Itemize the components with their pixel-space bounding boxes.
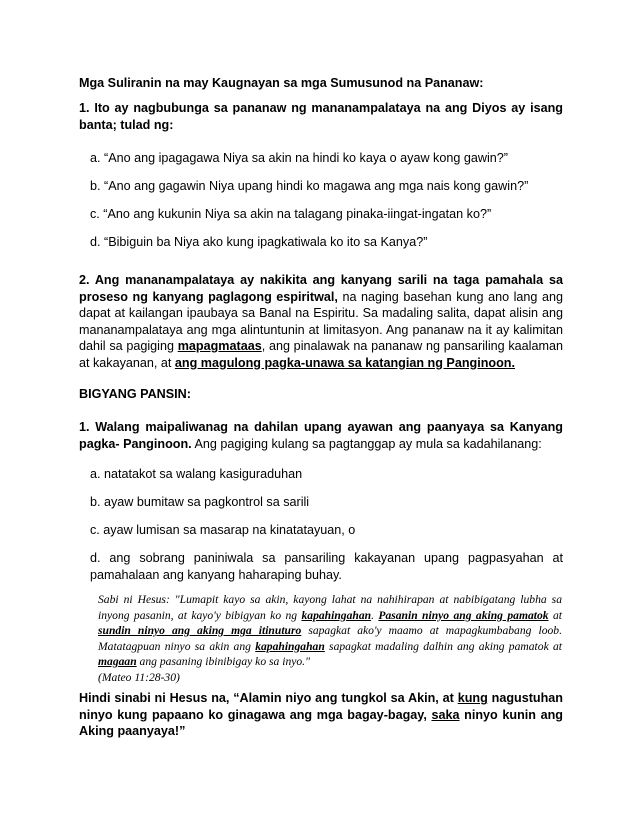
quote-text-1: Sabi ni Hesus: "Lumapit kayo sa akin, kayong lahat na nahihirapan at nabibigatang lubha sa inyong pasanin, at kayo'y bibigyan ko ng — [98, 593, 562, 622]
point-2-bold-lead: 2. Ang mananampalataya ay nakikita ang kanyang sarili na taga pamahala sa proseso ng kanyang paglagong espiritwal, — [79, 273, 563, 304]
point-2-emphasis-2: ang magulong pagka-unawa sa katangian ng Panginoon. — [174, 355, 515, 370]
closing-text-1: Hindi sinabi ni Hesus na, “Alamin niyo ang tungkol sa Akin, at — [79, 691, 458, 705]
section-title: BIGYANG PANSIN: — [79, 387, 191, 401]
point-2-paragraph — [79, 272, 563, 371]
closing-underline-2: saka — [431, 707, 460, 722]
bible-quote — [98, 592, 562, 685]
point-2-emphasis-1: mapagmataas — [177, 339, 262, 353]
point-1-item-d: d. “Bibiguin ba Niya ako kung ipagkatiwala ko ito sa Kanya?” — [90, 235, 428, 249]
page-heading: Mga Suliranin na may Kaugnayan sa mga Sumusunod na Pananaw: — [79, 76, 484, 90]
quote-underline-2: Pasanin ninyo ang aking pamatok — [378, 608, 549, 622]
closing-text-2: nagustuhan ninyo kung papaano ko ginagawa ang mga bagay-bagay, — [79, 691, 563, 722]
pansin-1-paragraph — [79, 419, 563, 452]
pansin-item-a: a. natatakot sa walang kasiguraduhan — [90, 467, 303, 481]
pansin-item-c: c. ayaw lumisan sa masarap na kinatatayuan, o — [90, 523, 356, 537]
closing-underline-1: kung — [457, 691, 488, 705]
closing-text-3: ninyo kunin ang Aking paanyaya!” — [79, 707, 563, 738]
quote-text-3: at — [548, 608, 562, 622]
point-2-text-1: na naging basehan kung ano lang ang dapat at kailangan ipaubaya sa Banal na Espiritu. Sa madaling salita, dapat alisin ang mananampalataya ang mga alintuntunin at limitasyon. Ang pananaw na it ay kalimitan dahil sa pagiging — [79, 289, 563, 353]
closing-paragraph — [79, 690, 563, 740]
pansin-1-bold-lead: 1. Walang maipaliwanag na dahilan upang ayawan ang paanyaya sa Kanyang pagka- Panginoon. — [79, 420, 563, 451]
point-1-text: 1. Ito ay nagbubunga sa pananaw ng mananampalataya na ang Diyos ay isang banta; tulad ng: — [79, 101, 563, 132]
quote-text-6: ang pasaning ibinibigay ko sa inyo." — [136, 655, 310, 668]
quote-underline-3: sundin ninyo ang aking mga itinuturo — [98, 624, 302, 637]
quote-underline-4: kapahingahan — [255, 639, 325, 653]
quote-reference: (Mateo 11:28-30) — [98, 670, 180, 684]
quote-underline-5: magaan — [98, 655, 137, 668]
point-1-item-b: b. “Ano ang gagawin Niya upang hindi ko magawa ang mga nais kong gawin?” — [90, 179, 529, 193]
point-1-item-a: a. “Ano ang ipagagawa Niya sa akin na hindi ko kaya o ayaw kong gawin?” — [90, 151, 508, 165]
pansin-1-text: Ang pagiging kulang sa pagtanggap ay mula sa kadahilanang: — [191, 436, 542, 451]
quote-underline-1: kapahingahan — [301, 608, 372, 622]
point-2-text-2: , ang pinalawak na pananaw ng pansariling kaalaman at kakayanan, at — [79, 339, 563, 370]
quote-text-2: . — [371, 608, 379, 622]
quote-text-4: sapagkat ako'y maamo at mapagkumbabang loob. Matatagpuan ninyo sa akin ang — [98, 624, 562, 653]
pansin-item-b: b. ayaw bumitaw sa pagkontrol sa sarili — [90, 495, 310, 509]
point-1-item-c: c. “Ano ang kukunin Niya sa akin na talagang pinaka-iingat-ingatan ko?” — [90, 207, 492, 221]
quote-text-5: sapagkat madaling dalhin ang aking pamatok at — [324, 639, 562, 653]
pansin-item-d: d. ang sobrang paniniwala sa pansariling kakayanan upang pagpasyahan at pamahalaan ang kanyang haharaping buhay. — [90, 551, 563, 582]
